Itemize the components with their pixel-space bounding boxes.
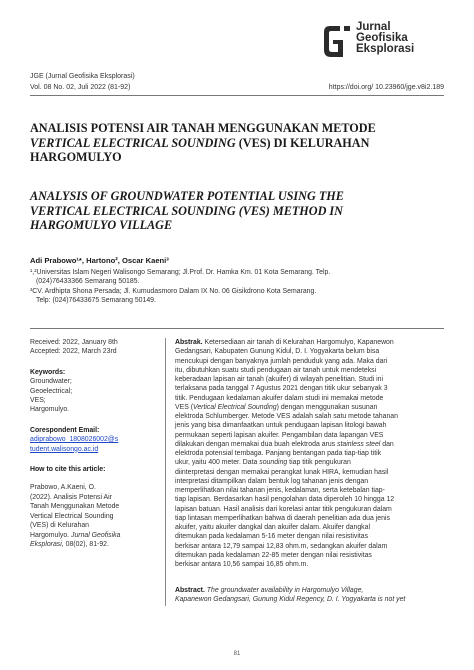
cite-journal: Jurnal Geofisika (69, 531, 121, 539)
abstract-line: jenis yang bisa dimanfaatkan untuk pendugaan lapisan litologi bawah (175, 422, 387, 430)
abstract-english (175, 586, 444, 605)
logo-line-3: Eksplorasi (356, 43, 415, 55)
cite-volume: 08(02), 81-92. (63, 540, 109, 548)
abstract-line: tiap lintasan memperlihatkan bahwa di daerah penelitian ada dua jenis (175, 514, 390, 522)
cite-line-3: Tanah Menggunakan Metode (30, 503, 120, 511)
accepted-date: Accepted: 2022, March 23rd (30, 348, 117, 356)
abstract-line: keberadaan lapisan air tanah (akuifer) di wilayah penelitian. Studi ini (175, 376, 383, 383)
affiliation-line-1: ¹,²Universitas Islam Negeri Walisongo Semarang; Jl.Prof. Dr. Hamka Km. 01 Kota Semarang. Telp. (30, 269, 331, 276)
title-en-line-1: ANALYSIS OF GROUNDWATER POTENTIAL USING THE (30, 189, 344, 203)
journal-logo (318, 20, 458, 70)
abstract-line: ditemukan pada kedalaman 5-16 meter dengan nilai resistivitas (175, 533, 369, 541)
cite-journal-2: Eksplorasi, (30, 540, 64, 548)
header-rule (30, 95, 444, 96)
abstract-line: berkisar antara 10,56 sampai 16,85 ohm.m. (175, 561, 309, 568)
article-info-column (30, 338, 160, 549)
abstract-line: Abstrak. Ketersediaan air tanah di Kelurahan Hargomulyo, Kapanewon (175, 339, 394, 346)
abstract-line: ukur, yaitu 400 meter. Data sounding tiap titik pengukuran (175, 459, 351, 467)
keyword-item: Geoelectrical; (30, 387, 73, 395)
abstract-en-label: Abstract. (175, 587, 205, 594)
abstract-line: itu, dibutuhkan suatu studi pendugaan air tanah untuk mendeteksi (175, 366, 377, 374)
cite-line-7 (30, 540, 160, 549)
email-line-2[interactable]: tudent.walisongo.ac.id (30, 445, 99, 453)
title-id-line-2 (30, 136, 444, 151)
correspondent-email[interactable] (30, 435, 160, 454)
title-id-line-2-rest: (VES) DI KELURAHAN (235, 135, 370, 150)
keyword-item: Hargomulyo. (30, 406, 70, 414)
journal-name: JGE (Jurnal Geofisika Eksplorasi) (30, 73, 135, 80)
abstract-en-line: Abstract. The groundwater availability in Hargomulyo Village, (175, 587, 364, 594)
title-id-line-3: HARGOMULYO (30, 150, 122, 165)
abstract-label: Abstrak. (175, 339, 203, 346)
cite-heading: How to cite this article: (30, 466, 106, 474)
page-number: 81 (233, 651, 241, 657)
abstract-line: interpretasi ditampilkan dalam bentuk log tahanan jenis dengan (175, 477, 369, 485)
affiliation-line-3: ³CV. Ardhipta Shona Persada; Jl. Kumudasmoro Dalam IX No. 06 Gisikdrono Kota Semarang. (30, 287, 317, 295)
doi-link[interactable]: https://doi.org/ 10.23960/jge.v8i2.189 (328, 84, 444, 91)
keyword-item: Groundwater; (30, 378, 72, 386)
title-en-line-3: HARGOMULYO VILLAGE (30, 218, 173, 233)
column-divider (165, 338, 166, 606)
title-english (30, 189, 444, 233)
abstract-line: elektroda Schlumberger. Metode VES adalah salah satu metode tahanan (175, 413, 398, 420)
abstract-line: Gedangsari, Kabupaten Gunung Kidul, D. I. Yogyakarta belum bisa (175, 348, 380, 356)
cite-line-6 (30, 531, 160, 540)
abstract-line: VES (Vertical Electrical Sounding) dengan menggunakan susunan (175, 403, 378, 411)
abstract-line: titik. Pendugaan kedalaman akuifer dalam studi ini memakai metode (175, 394, 384, 402)
keywords-heading: Keywords: (30, 368, 66, 376)
section-rule (30, 328, 444, 329)
abstract-indonesian (175, 338, 444, 569)
abstract-line: dilakukan dengan memakai dua buah elektroda arus stainless steel dan (175, 440, 394, 448)
abstract-en-line: Kapanewon Gedangsari, Gunung Kidul Regency, D. I. Yogyakarta is not yet (175, 596, 406, 604)
abstract-line: permukaan seperti lapisan akuifer. Pengambilan data lapangan VES (175, 431, 384, 439)
cite-line-6a: Hargomulyo. (30, 531, 70, 539)
cite-line-2: (2022). Analisis Potensi Air (30, 493, 112, 501)
cite-line-1: Prabowo, A.Kaeni, O. (30, 484, 96, 492)
correspondent-heading: Corespondent Email: (30, 426, 100, 434)
abstract-line: mencukupi dengan banyaknya jumlah penduduk yang ada. Maka dari (175, 357, 388, 365)
affiliation-line-4: Telp: (024)76433675 Semarang 50149. (36, 297, 156, 305)
received-date: Received: 2022, January 8th (30, 339, 118, 346)
abstract-line: terlaksana pada tanggal 7 Agustus 2021 dengan titik ukur sebanyak 3 (175, 385, 388, 393)
abstract-line: memperlihatkan nilai tahanan jenis, kedalaman, serta ketebalan tiap- (175, 487, 385, 494)
abstract-line: elektroda potensial tembaga. Panjang bentangan pada tiap-tiap titik (175, 450, 382, 457)
journal-logo-text (356, 22, 414, 55)
logo-line-2: Geofisika (356, 32, 408, 44)
abstract-line: berkisar antara 12,79 sampai 12,83 ohm.m, sedangkan akuifer dalam (175, 542, 388, 550)
cite-line-4: Vertical Electrical Sounding (30, 512, 114, 520)
affiliations (30, 268, 444, 306)
abstract-line: akuifer, yaitu akuifer dangkal dan akuifer dalam. Akuifer dangkal (175, 524, 370, 531)
author-list: Adi Prabowo¹*, Hartono², Oscar Kaeni³ (30, 256, 169, 265)
title-id-line-1: ANALISIS POTENSI AIR TANAH MENGGUNAKAN METODE (30, 121, 376, 135)
title-en-line-2: VERTICAL ELECTRICAL SOUNDING (VES) METHOD IN (30, 203, 343, 218)
abstract-line: diinterpretasi dengan memakai perangkat lunak HIRA, kemudian hasil (175, 468, 389, 476)
abstract-line: ditemukan pada kedalaman 22-85 meter dengan nilai resistivitas (175, 551, 372, 559)
journal-volume: Vol. 08 No. 02, Juli 2022 (81-92) (30, 84, 131, 91)
title-id-italic: VERTICAL ELECTRICAL SOUNDING (30, 135, 236, 150)
logo-line-1: Jurnal (356, 21, 391, 33)
abstract-line: tiap lapisan. Berdasarkan hasil pengolahan data diperoleh 10 hingga 12 (175, 496, 395, 504)
keyword-item: VES; (30, 397, 46, 405)
journal-logo-icon (318, 22, 352, 62)
email-line-1[interactable]: adiprabowo_1808026002@s (30, 436, 119, 444)
cite-line-5: (VES) di Kelurahan (30, 522, 89, 530)
abstract-line: lapisan batuan. Hasil analisis dari korelasi antar titik pengukuran dalam (175, 505, 392, 513)
affiliation-line-2: (024)76433366 Semarang 50185. (36, 278, 140, 286)
title-indonesian (30, 121, 444, 165)
